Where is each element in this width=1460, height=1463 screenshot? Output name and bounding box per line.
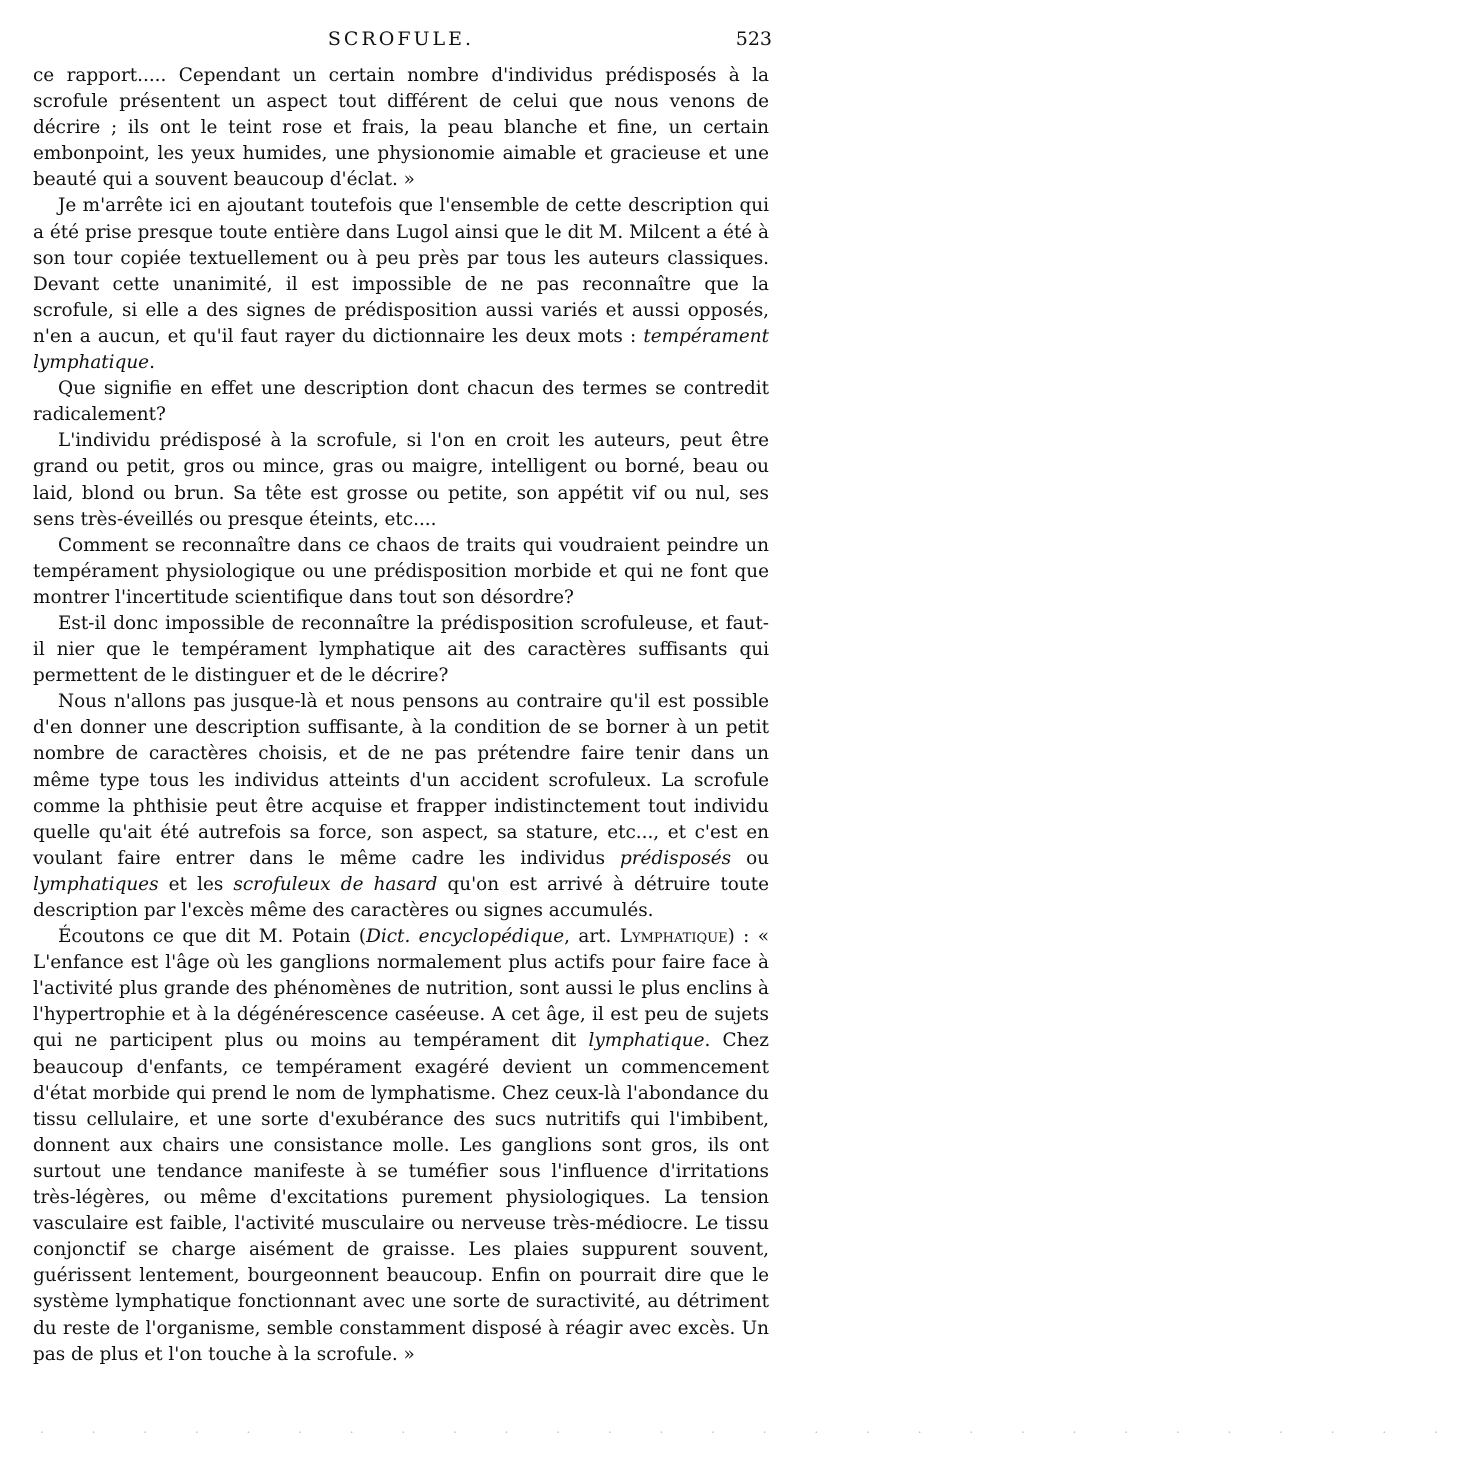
text-run: , art. [564,926,620,948]
page-header [30,22,772,54]
paragraph-6 [33,611,769,689]
running-title: SCROFULE. [327,28,475,50]
text-run: Je m'arrête ici en ajoutant toutefois que l'ensemble de cette description qui a été prise presque toute entière dans Lugol ainsi que le dit M. Milcent a été à son tour copiée textuellement ou à peu près par tous les auteurs classiques. Devant cette unanimité, il est impossible de ne pas reconnaître que la scrofule, si elle a des signes de prédisposition aussi variés et aussi opposés, n'en a aucun, et qu'il faut rayer du dictionnaire les deux mots : [33,195,769,347]
italic-run: scrofuleux de hasard [233,873,438,895]
text-run: Est-il donc impossible de reconnaître la prédisposition scrofuleuse, et faut-il nier que le tempérament lymphatique ait des caractères suffisants qui permettent de le distinguer et de le décrire? [33,612,769,687]
paragraph-8 [33,924,769,1368]
text-run: et les [158,873,234,895]
page-number: 523 [735,28,772,50]
text-run: L'individu prédisposé à la scrofule, si l'on en croit les auteurs, peut être grand ou petit, gros ou mince, gras ou maigre, intelligent ou borné, beau ou laid, blond ou brun. Sa tête est grosse ou petite, son appétit vif ou nul, ses sens très-éveillés ou presque éteints, etc.... [33,430,769,530]
paragraph-4 [33,428,769,532]
text-run: ) : « L'enfance est l'âge où les ganglions normalement plus actifs pour faire face à l'activité plus grande des phénomènes de nutrition, sont aussi le plus enclins à l'hypertrophie et à la dégénérescence caséeuse. A cet âge, il est peu de sujets qui ne participent plus ou moins au tempérament dit [33,926,770,1052]
text-run: ou [731,847,769,869]
italic-run: prédisposés [619,847,732,869]
paragraph-2 [33,193,769,376]
paragraph-5 [33,533,769,611]
text-run: Nous n'allons pas jusque-là et nous pensons au contraire qu'il est possible d'en donner une description suffisante, à la condition de se borner à un petit nombre de caractères choisis, et de ne pas prétendre faire tenir dans un même type tous les individus atteints d'un accident scrofuleux. La scrofule comme la phthisie peut être acquise et frapper indistinctement tout individu quelle qu'ait été autrefois sa force, son aspect, sa stature, etc..., et c'est en voulant faire entrer dans le même cadre les individus [33,691,769,869]
text-run: Comment se reconnaître dans ce chaos de traits qui voudraient peindre un tempérament physiologique ou une prédisposition morbide et qui ne font que montrer l'incertitude scientifique dans tout son désordre? [33,534,769,608]
text-run: Écoutons ce que dit M. Potain ( [58,926,367,948]
paragraph-7 [33,689,769,924]
text-run: Que signifie en effet une description dont chacun des termes se contredit radicalement? [33,378,769,426]
italic-run: Dict. encyclopédique [366,926,565,948]
smallcaps-run: Lymphatique [619,926,728,948]
text-run: . [149,352,155,374]
italic-run: tempérament lymphatique [33,325,769,374]
paragraph-3 [33,376,769,428]
text-run: . Chez beaucoup d'enfants, ce tempérament exagéré devient un commencement d'état morbide qui prend le nom de lymphatisme. Chez ceux-là l'abondance du tissu cellulaire, et une sorte d'exubérance des sucs nutritifs qui l'imbibent, donnent aux chairs une consistance molle. Les ganglions sont gros, ils ont surtout une tendance manifeste à se tuméfier sous l'influence d'irritations très-légères, ou même d'excitations purement physiologiques. La tension vasculaire est faible, l'activité musculaire ou nerveuse très-médiocre. Le tissu conjonctif se charge aisément de graisse. Les plaies suppurent souvent, guérissent lentement, bourgeonnent beaucoup. Enfin on pourrait dire que le système lymphatique fonctionnant avec une sorte de suractivité, au détriment du reste de l'organisme, semble constamment disposé à réagir avec excès. Un pas de plus et l'on touche à la scrofule. » [33,1030,769,1365]
text-run: ce rapport..... Cependant un certain nombre d'individus prédisposés à la scrofule présentent un aspect tout différent de celui que nous venons de décrire ; ils ont le teint rose et frais, la peau blanche et fine, un certain embonpoint, les yeux humides, une physionomie aimable et gracieuse et une beauté qui a souvent beaucoup d'éclat. » [33,65,769,191]
text-run: qu'on est arrivé à détruire toute description par l'excès même des caractères ou signes accumulés. [33,873,770,921]
italic-run: lymphatique [588,1030,705,1052]
paragraph-1 [33,63,769,193]
scan-speckle-line: . . . . . . . . . . . . . . . . . . . . . . . . . . . . [40,1422,1460,1436]
body-text [33,63,769,1368]
italic-run: lymphatiques [33,873,159,895]
